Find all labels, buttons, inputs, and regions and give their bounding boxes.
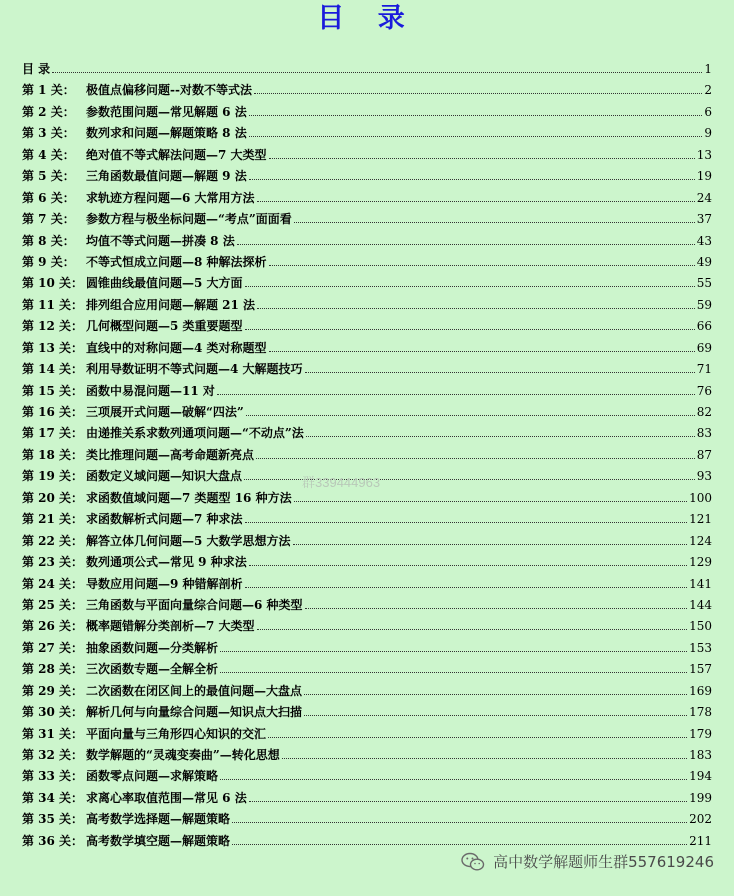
toc-entry-label: 第 19 关：: [22, 469, 84, 484]
toc-dot-leader: [305, 608, 688, 609]
toc-entry-title: 解答立体几何问题—5 大数学思想方法: [86, 533, 291, 548]
toc-entry-label: 第 9 关：: [22, 254, 75, 269]
toc-dot-leader: [269, 158, 695, 159]
toc-entry[interactable]: [22, 146, 712, 167]
toc-dot-leader: [257, 629, 688, 630]
toc-dot-leader: [306, 436, 695, 437]
toc-entry-title: 平面向量与三角形四心知识的交汇: [86, 726, 267, 741]
toc-page-number: 150: [689, 619, 712, 634]
toc-entry[interactable]: [22, 832, 712, 853]
toc-entry-title: 类比推理问题—高考命题新亮点: [86, 447, 255, 462]
toc-entry-label: 第 25 关：: [22, 597, 84, 612]
toc-page-number: 178: [689, 705, 712, 720]
toc-entry-label: 第 7 关：: [22, 212, 75, 227]
toc-page-number: 169: [689, 683, 712, 698]
toc-page-number: 66: [696, 319, 712, 334]
toc-dot-leader: [249, 179, 695, 180]
toc-dot-leader: [237, 244, 695, 245]
toc-entry-label: 第 24 关：: [22, 576, 84, 591]
toc-page-number: 19: [696, 169, 712, 184]
toc-entry-title: 求轨迹方程问题—6 大常用方法: [86, 190, 255, 205]
toc-entry-title: 函数定义域问题—知识大盘点: [86, 469, 243, 484]
toc-entry-title: 导数应用问题—9 种错解剖析: [86, 576, 243, 591]
toc-entry-title: 由递推关系求数列通项问题—“不动点”法: [86, 426, 304, 441]
toc-entry-label: 第 10 关：: [22, 276, 84, 291]
toc-page-number: 121: [689, 512, 712, 527]
toc-entry-title: 排列组合应用问题—解题 21 法: [86, 297, 256, 312]
toc-page-number: 24: [696, 190, 712, 205]
toc-entry[interactable]: [22, 510, 712, 531]
toc-entry-label: 第 33 关：: [22, 769, 84, 784]
toc-entry-title: 高考数学选择题—解题策略: [86, 812, 231, 827]
toc-entry-label: 第 14 关：: [22, 362, 84, 377]
toc-entry-label: 第 18 关：: [22, 447, 84, 462]
toc-page-number: 37: [696, 212, 712, 227]
toc-dot-leader: [249, 565, 687, 566]
toc-entry-label: 第 6 关：: [22, 190, 75, 205]
toc-entry[interactable]: [22, 617, 712, 638]
toc-entry-title: 函数中易混问题—11 对: [86, 383, 215, 398]
toc-entry-label: 第 27 关：: [22, 640, 84, 655]
toc-dot-leader: [232, 844, 687, 845]
toc-dot-leader: [256, 458, 695, 459]
toc-entry[interactable]: [22, 767, 712, 788]
toc-entry-label: 第 32 关：: [22, 748, 84, 762]
toc-page-number: 2: [704, 83, 712, 98]
toc-dot-leader: [254, 93, 702, 94]
toc-entry-label: 第 5 关：: [22, 169, 75, 184]
toc-entry-title: 高考数学填空题—解题策略: [86, 833, 231, 848]
toc-entry[interactable]: [22, 682, 712, 703]
toc-dot-leader: [245, 286, 695, 287]
toc-dot-leader: [268, 737, 687, 738]
toc-entry-title: 数列通项公式—常见 9 种求法: [86, 555, 247, 570]
toc-entry[interactable]: [22, 553, 712, 574]
toc-entry-title: 直线中的对称问题—4 类对称题型: [86, 340, 267, 355]
toc-page-number: 82: [696, 405, 712, 419]
toc-dot-leader: [249, 801, 687, 802]
toc-entry-label: 第 28 关：: [22, 662, 84, 677]
toc-page-number: 83: [696, 426, 712, 441]
toc-dot-leader: [282, 758, 687, 759]
toc-entry[interactable]: [22, 81, 712, 102]
toc-entry-title: 二次函数在闭区间上的最值问题—大盘点: [86, 683, 303, 698]
toc-entry-title: 利用导数证明不等式问题—4 大解题技巧: [86, 362, 303, 377]
toc-entry-label: 第 23 关：: [22, 555, 84, 570]
toc-dot-leader: [269, 351, 695, 352]
toc-entry-title: 参数方程与极坐标问题—“考点”面面看: [86, 212, 292, 227]
footer-attribution: [461, 851, 714, 872]
toc-page-number: 49: [696, 254, 712, 269]
toc-entry-title: 三次函数专题—全解全析: [86, 662, 219, 677]
toc-page-number: 6: [704, 104, 712, 119]
toc-entry-title: 求函数解析式问题—7 种求法: [86, 512, 243, 527]
toc-entry-title: 三角函数与平面向量综合问题—6 种类型: [86, 597, 303, 612]
toc-page-number: 211: [689, 833, 712, 848]
toc-entry[interactable]: [22, 424, 712, 445]
toc-dot-leader: [245, 587, 688, 588]
toc-entry[interactable]: [22, 232, 712, 253]
toc-dot-leader: [304, 694, 687, 695]
toc-entry[interactable]: [22, 810, 712, 831]
toc-entry-label: 第 11 关：: [22, 297, 84, 312]
toc-entry[interactable]: [22, 296, 712, 317]
toc-entry[interactable]: [22, 660, 712, 681]
toc-page-number: 199: [689, 790, 712, 805]
toc-entry-title: 几何概型问题—5 类重要题型: [86, 319, 243, 334]
toc-page-number: 183: [689, 748, 712, 762]
toc-entry-label: 第 4 关：: [22, 147, 75, 162]
toc-entry-title: 数学解题的“灵魂变奏曲”—转化思想: [86, 748, 280, 762]
toc-page-number: 124: [689, 533, 712, 548]
toc-dot-leader: [217, 394, 695, 395]
toc-dot-leader: [293, 544, 688, 545]
toc-entry[interactable]: [22, 189, 712, 210]
page-title: 目 录: [317, 3, 417, 34]
toc-page-number: 157: [689, 662, 712, 677]
toc-dot-leader: [294, 222, 695, 223]
toc-dot-leader: [257, 308, 695, 309]
toc-dot-leader: [257, 201, 695, 202]
toc-entry-title: 三角函数最值问题—解题 9 法: [86, 169, 247, 184]
toc-page-number: 202: [689, 812, 712, 827]
toc-page-number: 71: [696, 362, 712, 377]
toc-page-number: 141: [689, 576, 712, 591]
toc-entry[interactable]: [22, 124, 712, 145]
toc-entry[interactable]: [22, 317, 712, 338]
toc-entry-label: 第 30 关：: [22, 705, 84, 720]
toc-entry[interactable]: [22, 339, 712, 360]
toc-entry[interactable]: [22, 489, 712, 510]
toc-dot-leader: [220, 779, 687, 780]
toc-entry[interactable]: [22, 746, 712, 767]
toc-page-number: 179: [689, 726, 712, 741]
toc-entry[interactable]: [22, 596, 712, 617]
watermark-text: 群339444963: [302, 475, 381, 490]
toc-entry[interactable]: [22, 274, 712, 295]
toc-entry-label: 第 12 关：: [22, 319, 84, 334]
toc-entry-title: 圆锥曲线最值问题—5 大方面: [86, 276, 243, 291]
toc-page-number: 13: [696, 147, 712, 162]
toc-entry[interactable]: [22, 382, 712, 403]
toc-entry[interactable]: [22, 532, 712, 553]
toc-page-number: 43: [696, 233, 712, 248]
toc-entry-label: 第 17 关：: [22, 426, 84, 441]
toc-entry-title: 参数范围问题—常见解题 6 法: [86, 104, 247, 119]
toc-page-number: 69: [696, 340, 712, 355]
toc-page-number: 1: [704, 62, 712, 76]
toc-entry[interactable]: [22, 167, 712, 188]
toc-page-number: 144: [689, 597, 712, 612]
toc-entry[interactable]: [22, 103, 712, 124]
toc-entry-label: 第 13 关：: [22, 340, 84, 355]
toc-page-number: 100: [689, 490, 712, 505]
toc-entry-label: 第 34 关：: [22, 790, 84, 805]
toc-entry[interactable]: [22, 703, 712, 724]
toc-dot-leader: [294, 501, 688, 502]
toc-entry-title: 抽象函数问题—分类解析: [86, 640, 219, 655]
toc-dot-leader: [245, 522, 688, 523]
toc-dot-leader: [305, 372, 695, 373]
toc-entry-title: 绝对值不等式解法问题—7 大类型: [86, 147, 267, 162]
toc-entry-label: 第 36 关：: [22, 833, 84, 848]
toc-entry[interactable]: [22, 639, 712, 660]
toc-entry[interactable]: [22, 253, 712, 274]
toc-entry-label: 第 20 关：: [22, 490, 84, 505]
table-of-contents: [22, 60, 712, 853]
wechat-icon: [461, 852, 485, 872]
toc-entry-label: 第 16 关：: [22, 405, 84, 419]
toc-entry-label: 第 3 关：: [22, 126, 75, 141]
toc-entry-title: 数列求和问题—解题策略 8 法: [86, 126, 247, 141]
toc-entry[interactable]: [22, 789, 712, 810]
toc-entry-label: 第 26 关：: [22, 619, 84, 634]
toc-entry[interactable]: [22, 403, 712, 424]
toc-dot-leader: [304, 715, 687, 716]
toc-entry-title: 求离心率取值范围—常见 6 法: [86, 790, 247, 805]
toc-page-number: 153: [689, 640, 712, 655]
toc-dot-leader: [245, 329, 695, 330]
toc-entry-label: 第 15 关：: [22, 383, 84, 398]
toc-entry[interactable]: [22, 725, 712, 746]
toc-page-number: 9: [704, 126, 712, 141]
toc-entry-label: 目 录: [22, 62, 51, 76]
toc-entry[interactable]: [22, 575, 712, 596]
toc-dot-leader: [246, 415, 695, 416]
toc-entry-title: 求函数值域问题—7 类题型 16 种方法: [86, 490, 292, 505]
toc-page-number: 55: [696, 276, 712, 291]
toc-page-number: 129: [689, 555, 712, 570]
toc-dot-leader: [249, 136, 703, 137]
toc-entry-title: 均值不等式问题—拼凑 8 法: [86, 233, 235, 248]
toc-dot-leader: [269, 265, 695, 266]
toc-entry-title: 概率题错解分类剖析—7 大类型: [86, 619, 255, 634]
toc-entry[interactable]: [22, 210, 712, 231]
toc-page-number: 93: [696, 469, 712, 484]
footer-text: 高中数学解题师生群557619246: [493, 853, 714, 871]
toc-entry-title: 三项展开式问题—破解“四法”: [86, 405, 244, 419]
toc-page-number: 87: [696, 447, 712, 462]
toc-dot-leader: [52, 72, 702, 73]
toc-page-number: 59: [696, 297, 712, 312]
toc-entry-title: 不等式恒成立问题—8 种解法探析: [86, 254, 267, 269]
toc-entry[interactable]: [22, 60, 712, 81]
toc-dot-leader: [249, 115, 703, 116]
toc-entry-label: 第 35 关：: [22, 812, 84, 827]
toc-dot-leader: [232, 822, 687, 823]
toc-dot-leader: [220, 651, 687, 652]
toc-entry-label: 第 8 关：: [22, 233, 75, 248]
toc-entry-label: 第 1 关：: [22, 83, 75, 98]
toc-entry-label: 第 22 关：: [22, 533, 84, 548]
toc-dot-leader: [220, 672, 687, 673]
toc-page-number: 194: [689, 769, 712, 784]
toc-entry-label: 第 31 关：: [22, 726, 84, 741]
toc-entry-title: 极值点偏移问题--对数不等式法: [86, 83, 252, 98]
toc-entry-label: 第 21 关：: [22, 512, 84, 527]
toc-entry-label: 第 2 关：: [22, 104, 75, 119]
toc-page-number: 76: [696, 383, 712, 398]
toc-entry[interactable]: [22, 360, 712, 381]
toc-entry-title: 解析几何与向量综合问题—知识点大扫描: [86, 705, 303, 720]
toc-entry-label: 第 29 关：: [22, 683, 84, 698]
toc-entry-title: 函数零点问题—求解策略: [86, 769, 219, 784]
toc-entry[interactable]: [22, 446, 712, 467]
